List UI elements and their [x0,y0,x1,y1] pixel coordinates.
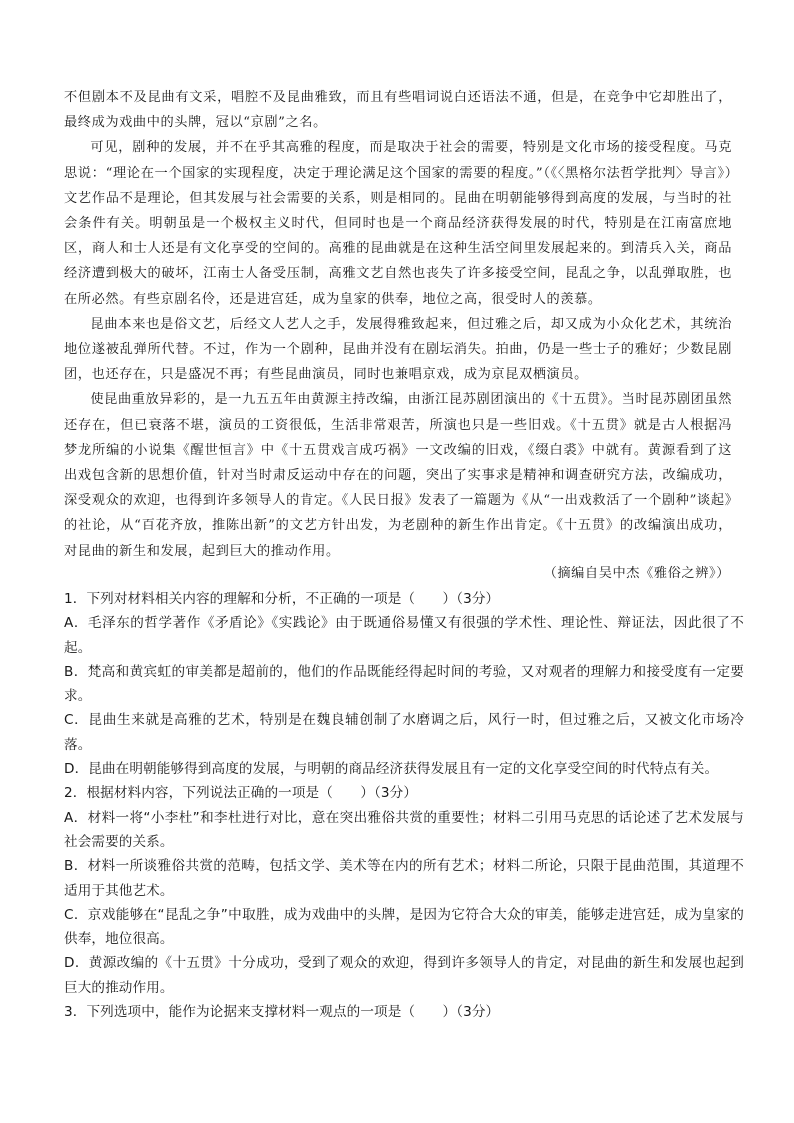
question-list [64,587,744,1024]
question-1-option-b: B．梵高和黄宾虹的审美都是超前的，他们的作品既能经得起时间的考验，又对观者的理解力和接受度有一定要求。 [64,663,744,705]
question-1-option-d: D．昆曲在明朝能够得到高度的发展，与明朝的商品经济获得发展且有一定的文化享受空间的时代特点有关。 [64,761,719,778]
question-2-option-b: B．材料一所谈雅俗共赏的范畴，包括文学、美术等在内的所有艺术；材料二所论，只限于昆曲范围，其道理不适用于其他艺术。 [64,858,744,899]
question-1-option-c: C．昆曲生来就是高雅的艺术，特别是在魏良辅创制了水磨调之后，风行一时，但过雅之后，又被文化市场冷落。 [64,712,744,753]
question-3-stem: 3．下列选项中，能作为论据来支撑材料一观点的一项是（ ）（3分） [64,1004,500,1021]
question-2-option-a: A．材料一将“小李杜”和李杜进行对比，意在突出雅俗共赏的重要性；材料二引用马克思的话论述了艺术发展与社会需要的关系。 [64,809,744,850]
question-2-stem: 2．根据材料内容，下列说法正确的一项是（ ）（3分） [64,785,418,802]
question-1-option-a: A．毛泽东的哲学著作《矛盾论》《实践论》由于既通俗易懂又有很强的学术性、理论性、辩证法，因此很了不起。 [64,615,744,656]
passage-paragraph: 使昆曲重放异彩的，是一九五五年由黄源主持改编，由浙江昆苏剧团演出的《十五贯》。当时昆苏剧团虽然还存在，但已衰落不堪，演员的工资很低，生活非常艰苦，所演也只是一些旧戏。《十五贯》就是古人根据冯梦龙所编的小说集《醒世恒言》中《十五贯戏言成巧祸》一文改编的旧戏，《缀白裘》中就有。黄源看到了这出戏包含新的思想价值，针对当时肃反运动中存在的问题，突出了实事求是精神和调查研究方法，改编成功，深受观众的欢迎，也得到许多领导人的肯定。《人民日报》发表了一篇题为《从“一出戏救活了一个剧种”谈起》的社论，从“百花齐放，推陈出新”的文艺方针出发，为老剧种的新生作出肯定。《十五贯》的改编演出成功，对昆曲的新生和发展，起到巨大的推动作用。 [64,392,732,559]
passage-paragraph: 不但剧本不及昆曲有文采，唱腔不及昆曲雅致，而且有些唱词说白还语法不通，但是，在竞争中它却胜出了，最终成为戏曲中的头牌，冠以“京剧”之名。 [64,90,732,131]
passage-paragraph: 昆曲本来也是俗文艺，后经文人艺人之手，发展得雅致起来，但过雅之后，却又成为小众化艺术，其统治地位遂被乱弹所代替。不过，作为一个剧种，昆曲并没有在剧坛消失。拍曲，仍是一些士子的雅好；少数昆剧团，也还存在，只是盛况不再；有些昆曲演员，同时也兼唱京戏，成为京昆双栖演员。 [64,316,732,383]
question-2-option-c: C．京戏能够在“昆乱之争”中取胜，成为戏曲中的头牌，是因为它符合大众的审美，能够走进宫廷，成为皇家的供奉，地位很高。 [64,906,744,948]
question-2-option-d: D．黄源改编的《十五贯》十分成功，受到了观众的欢迎，得到许多领导人的肯定，对昆曲的新生和发展也起到巨大的推动作用。 [64,955,744,996]
passage-paragraph: 可见，剧种的发展，并不在乎其高雅的程度，而是取决于社会的需要，特别是文化市场的接受程度。马克思说：“理论在一个国家的实现程度，决定于理论满足这个国家的需要的程度。”（《〈黑格尔法哲学批判〉导言》）文艺作品不是理论，但其发展与社会需要的关系，则是相同的。昆曲在明朝能够得到高度的发展，与当时的社会条件有关。明朝虽是一个极权主义时代，但同时也是一个商品经济获得发展的时代，特别是在江南富庶地区，商人和士人还是有文化享受的空间的。高雅的昆曲就是在这种生活空间里发展起来的。到清兵入关，商品经济遭到极大的破坏，江南士人备受压制，高雅文艺自然也丧失了许多接受空间，昆乱之争，以乱弹取胜，也在所必然。有些京剧名伶，还是进宫廷，成为皇家的供奉，地位之高，很受时人的羡慕。 [64,140,732,307]
question-1-stem: 1．下列对材料相关内容的理解和分析，不正确的一项是（ ）（3分） [64,591,500,607]
reading-passage [64,85,732,564]
passage-source: （摘编自吴中杰《雅俗之辨》） [543,566,730,581]
